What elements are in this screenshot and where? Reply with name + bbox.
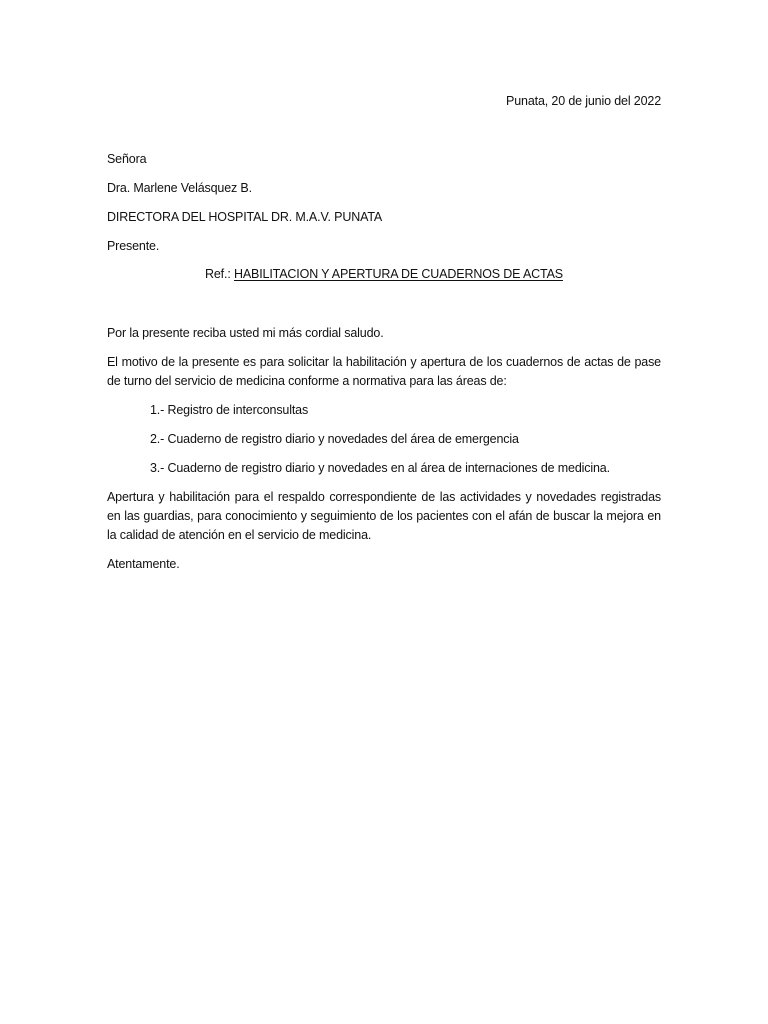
closing-line: Atentamente. (107, 557, 180, 571)
list-item: 3.- Cuaderno de registro diario y novedades en al área de internaciones de medicina. (150, 461, 610, 475)
list-item: 1.- Registro de interconsultas (150, 403, 309, 417)
motive-paragraph (107, 353, 661, 391)
recipient-role: DIRECTORA DEL HOSPITAL DR. M.A.V. PUNATA (107, 210, 383, 224)
apertura-paragraph (107, 488, 661, 545)
reference-prefix: Ref.: (205, 267, 234, 281)
motive-text: El motivo de la presente es para solicitar la habilitación y apertura de los cuadernos de actas de pase de turno del servicio de medicina conforme a normativa para las áreas de: (107, 355, 661, 388)
apertura-text: Apertura y habilitación para el respaldo correspondiente de las actividades y novedades registradas en las guardias, para conocimiento y seguimiento de los pacientes con el afán de buscar la mejora en la calidad de atención en el servicio de medicina. (107, 490, 661, 542)
presente-line: Presente. (107, 239, 160, 253)
greeting-line: Por la presente reciba usted mi más cordial saludo. (107, 326, 384, 340)
letter-date: Punata, 20 de junio del 2022 (506, 94, 661, 108)
reference-line (0, 265, 768, 284)
list-item: 2.- Cuaderno de registro diario y novedades del área de emergencia (150, 432, 519, 446)
letter-salutation: Señora (107, 152, 147, 166)
recipient-name: Dra. Marlene Velásquez B. (107, 181, 252, 195)
reference-title: HABILITACION Y APERTURA DE CUADERNOS DE ACTAS (233, 267, 563, 281)
